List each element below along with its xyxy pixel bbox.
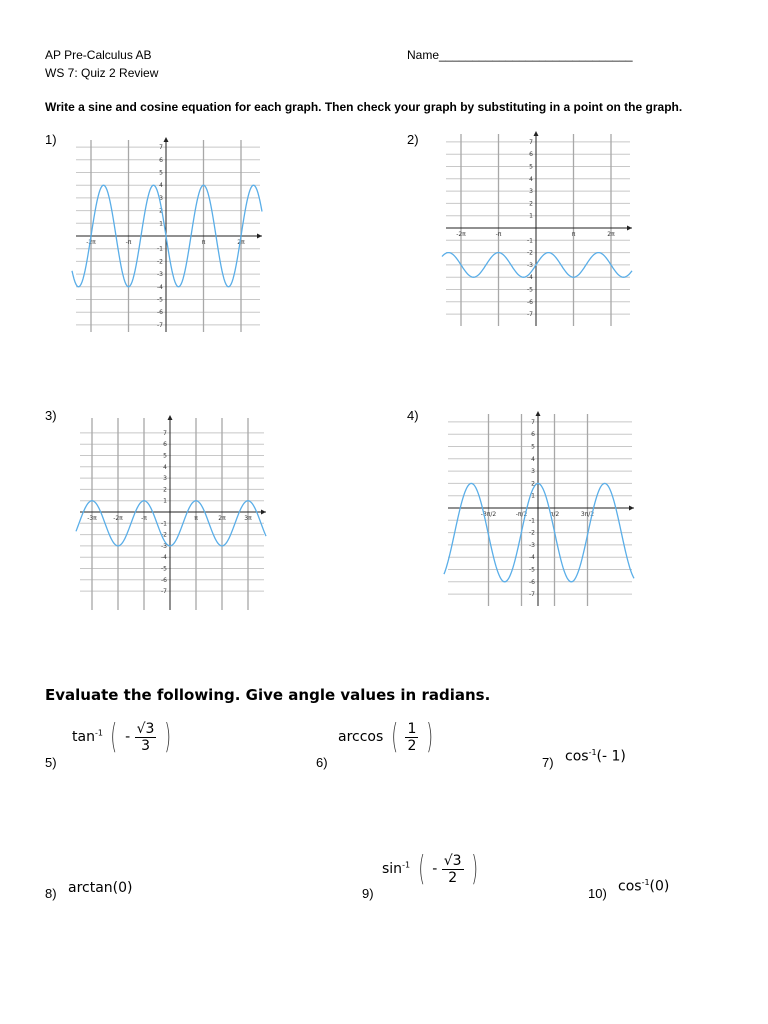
- graph-2: [442, 130, 634, 326]
- denominator: 2: [407, 737, 417, 754]
- x-tick-label: -3π: [87, 515, 97, 522]
- right-paren-icon: ): [426, 717, 433, 757]
- problem-8-expression: arctan(0): [68, 880, 133, 896]
- y-tick-label: 3: [163, 475, 167, 483]
- x-tick-label: 3π/2: [580, 511, 595, 518]
- y-tick-label: 5: [531, 443, 535, 451]
- problem-7-number: 7): [542, 755, 554, 770]
- problem-9-number: 9): [362, 886, 374, 901]
- numerator: √3: [443, 852, 462, 869]
- y-tick-label: 5: [163, 452, 167, 460]
- y-tick-label: 4: [531, 455, 535, 463]
- x-tick-label: -π: [141, 515, 147, 522]
- numerator: √3: [136, 720, 155, 737]
- x-tick-label: 3π: [244, 515, 252, 522]
- x-axis-arrow-icon: [627, 226, 632, 231]
- function-name: arccos: [338, 729, 384, 745]
- problem-7-expression: [565, 748, 626, 765]
- numerator: 1: [407, 720, 417, 737]
- x-tick-label: -π/2: [515, 511, 528, 518]
- y-axis-arrow-icon: [168, 415, 173, 420]
- y-axis-arrow-icon: [164, 137, 169, 142]
- y-tick-label: -5: [161, 565, 167, 573]
- y-tick-label: 1: [163, 497, 167, 505]
- y-tick-label: 6: [159, 156, 163, 164]
- y-tick-label: 1: [529, 212, 533, 220]
- y-tick-label: -2: [161, 531, 167, 539]
- x-tick-label: -2π: [113, 515, 123, 522]
- y-tick-label: -5: [529, 566, 535, 574]
- graph-3: [76, 414, 268, 610]
- problem-10-expression: [618, 878, 669, 895]
- y-tick-label: -7: [157, 321, 163, 329]
- x-tick-label: -2π: [86, 239, 96, 246]
- y-tick-label: 4: [159, 182, 163, 190]
- y-tick-label: -5: [527, 286, 533, 294]
- right-paren-icon: ): [164, 717, 171, 757]
- problem-5-expression: [72, 717, 174, 757]
- y-tick-label: 4: [163, 463, 167, 471]
- x-tick-label: π: [201, 239, 206, 246]
- y-tick-label: 4: [529, 175, 533, 183]
- x-tick-label: -π: [125, 239, 132, 246]
- y-tick-label: -7: [529, 591, 535, 599]
- y-axis-arrow-icon: [534, 131, 539, 136]
- inverse-superscript: -1: [641, 878, 650, 887]
- y-tick-label: 1: [159, 220, 163, 228]
- y-tick-label: 3: [159, 194, 163, 202]
- y-tick-label: -6: [529, 578, 535, 586]
- y-tick-label: 1: [531, 492, 535, 500]
- x-tick-label: 2π: [218, 515, 226, 522]
- left-paren-icon: (: [110, 717, 118, 757]
- instructions: Write a sine and cosine equation for each graph. Then check your graph by substituting in a point on the graph.: [45, 100, 683, 114]
- y-tick-label: 2: [531, 480, 535, 488]
- negative-sign: -: [125, 729, 131, 745]
- graph-2-number: 2): [407, 132, 419, 147]
- x-tick-label: π: [571, 231, 576, 238]
- y-tick-label: 5: [159, 169, 163, 177]
- left-paren-icon: (: [391, 717, 398, 757]
- x-tick-label: 2π: [237, 239, 245, 246]
- y-tick-label: -3: [157, 271, 163, 279]
- graph-4-number: 4): [407, 408, 419, 423]
- problem-9-expression: [382, 849, 481, 889]
- name-field-label: Name_____________________________: [407, 48, 633, 62]
- y-tick-label: 6: [531, 431, 535, 439]
- problem-6-expression: [338, 717, 436, 757]
- y-tick-label: -4: [527, 274, 533, 282]
- y-tick-label: -6: [161, 576, 167, 584]
- problem-6-number: 6): [316, 755, 328, 770]
- y-tick-label: -1: [527, 237, 533, 245]
- y-tick-label: -2: [527, 249, 533, 257]
- y-tick-label: 6: [163, 441, 167, 449]
- problem-10-number: 10): [588, 886, 607, 901]
- left-paren-icon: (: [417, 849, 425, 889]
- y-tick-label: -1: [529, 517, 535, 525]
- y-tick-label: -5: [157, 296, 163, 304]
- right-paren-icon: ): [471, 849, 478, 889]
- negative-sign: -: [432, 861, 438, 877]
- y-tick-label: -7: [527, 311, 533, 319]
- worksheet-title: WS 7: Quiz 2 Review: [45, 66, 159, 80]
- problem-5-number: 5): [45, 755, 57, 770]
- y-axis-arrow-icon: [536, 411, 541, 416]
- inverse-superscript: -1: [94, 728, 103, 738]
- x-tick-label: -2π: [456, 231, 466, 238]
- function-name: cos: [565, 748, 589, 765]
- denominator: 3: [141, 737, 150, 754]
- y-tick-label: -7: [161, 588, 167, 596]
- y-tick-label: -4: [529, 554, 535, 562]
- x-tick-label: 2π: [607, 231, 615, 238]
- fraction: [135, 721, 157, 754]
- graph-1-number: 1): [45, 132, 57, 147]
- y-tick-label: 3: [531, 468, 535, 476]
- y-tick-label: -3: [161, 542, 167, 550]
- y-tick-label: -6: [527, 298, 533, 306]
- fraction: [442, 853, 464, 886]
- y-tick-label: 7: [531, 418, 535, 426]
- y-tick-label: 2: [159, 207, 163, 215]
- problem-8-number: 8): [45, 886, 57, 901]
- fraction: [405, 721, 418, 754]
- y-tick-label: 7: [529, 138, 533, 146]
- y-tick-label: 7: [159, 144, 163, 152]
- y-tick-label: 6: [529, 151, 533, 159]
- inverse-superscript: -1: [588, 748, 597, 757]
- inverse-superscript: -1: [402, 860, 411, 870]
- graph-1: [72, 136, 264, 332]
- y-tick-label: 7: [163, 429, 167, 437]
- function-name: sin: [382, 861, 403, 877]
- y-tick-label: -4: [161, 554, 167, 562]
- argument: (0): [649, 878, 670, 895]
- y-tick-label: -4: [157, 283, 163, 291]
- x-axis-arrow-icon: [261, 510, 266, 515]
- x-tick-label: π: [194, 515, 198, 522]
- argument: (- 1): [596, 748, 626, 765]
- y-tick-label: -3: [529, 541, 535, 549]
- y-tick-label: -1: [161, 520, 167, 528]
- y-tick-label: 2: [529, 200, 533, 208]
- y-tick-label: -2: [529, 529, 535, 537]
- x-tick-label: π/2: [549, 511, 560, 518]
- x-axis-arrow-icon: [629, 506, 634, 511]
- y-tick-label: -1: [157, 245, 163, 253]
- graph-3-number: 3): [45, 408, 57, 423]
- y-tick-label: -2: [157, 258, 163, 266]
- y-tick-label: 5: [529, 163, 533, 171]
- section-title: Evaluate the following. Give angle values in radians.: [45, 686, 491, 704]
- function-name: tan: [72, 729, 95, 745]
- denominator: 2: [448, 869, 458, 886]
- y-tick-label: 3: [529, 188, 533, 196]
- x-tick-label: -3π/2: [480, 511, 497, 518]
- y-tick-label: -6: [157, 309, 163, 317]
- graph-4: [444, 410, 636, 606]
- function-name: cos: [618, 878, 642, 895]
- y-tick-label: 2: [163, 486, 167, 494]
- y-tick-label: -3: [527, 261, 533, 269]
- x-tick-label: -π: [495, 231, 502, 238]
- x-axis-arrow-icon: [257, 234, 262, 239]
- course-title: AP Pre-Calculus AB: [45, 48, 152, 62]
